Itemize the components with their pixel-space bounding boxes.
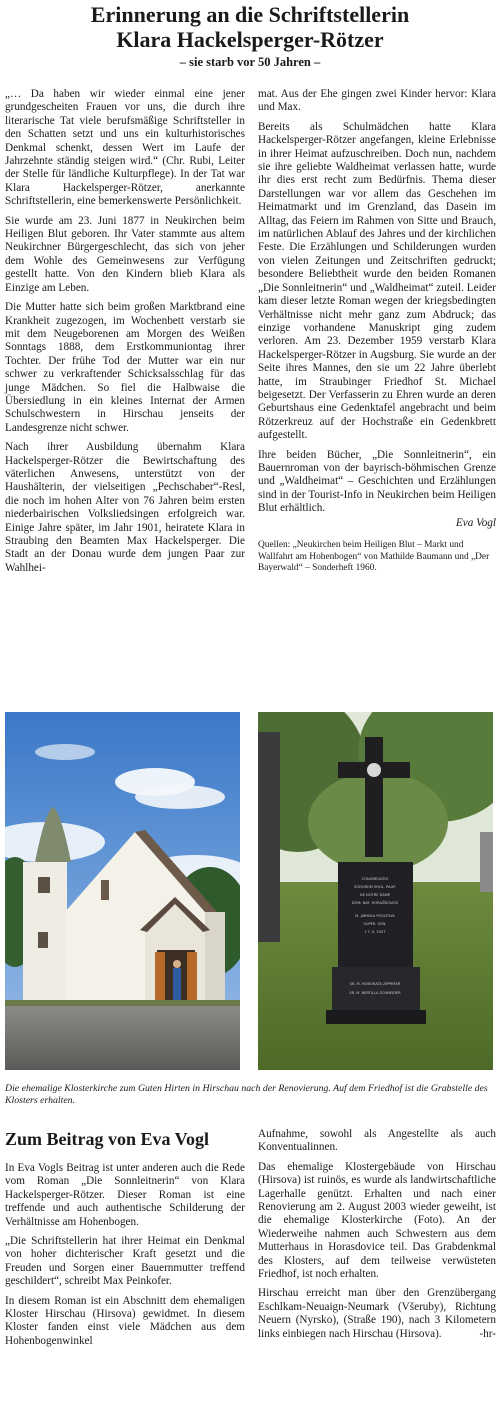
grave-inscription: M. JARMILA POSLTOVA bbox=[355, 914, 395, 918]
grave-inscription: SR. M. HONORATA ZIPPERER bbox=[349, 982, 401, 986]
article-paragraph: Die Mutter hatte sich beim großen Marktbrand eine Krankheit zugezogen, im Wochenbett verstarb sie mit dem Neugeborenen am Morgen des Weißen Sonntags 1888, dem Erstkommuniontag ihrer Tochter. Der frühe Tod der Mutter war ein nur schwer zu verkraftender Schicksalsschlag für das junge Mädchen. So fiel die Halbwaise die Übersiedlung in ein kleines Internat der Armen Schulschwestern in Hirschau jenseits der Landesgrenze nicht schwer. bbox=[5, 301, 245, 434]
article-paragraph: mat. Aus der Ehe gingen zwei Kinder hervor: Klara und Max. bbox=[258, 88, 496, 114]
grave-inscription: SR. M. BERTILLA SCHNEIDER bbox=[349, 991, 401, 995]
second-article-paragraph: Aufnahme, sowohl als Angestellte als auch Konventualinnen. bbox=[258, 1128, 496, 1154]
grave-inscription: DE NOTRE DAME bbox=[359, 893, 391, 897]
title-line-1: Erinnerung an die Schriftstellerin bbox=[90, 2, 410, 27]
second-article-paragraph: In Eva Vogls Beitrag ist unter anderen auch die Rede vom Roman „Die Sonnleitnerin“ von Klara Hackelsperger-Rötzer. Dieser Roman ist eine treffende und auch authentische Schilderung der Verhältnisse am Hohenbogen. bbox=[5, 1162, 245, 1228]
article-paragraph: Bereits als Schulmädchen hatte Klara Hackelsperger-Rötzer angefangen, kleine Erlebnisse in ihrer Heimat aufzuschreiben. Doch nun, nachdem sie ihre geliebte Waldheimat verlassen hatte, wurde ihr dies erst recht zum Bedürfnis. Thema dieser Darstellungen war vor allem das Geschehen im Heimatmarkt und im Grenzland, das Dasein im Alltag, das Feiern im Rahmen von Sitte und Brauch, im natürlichen Ablauf des Jahres und der kirchlichen Feste. Die Erzählungen und Schilderungen wurden von vielen Zeitungen und Zeitschriften gedruckt; besondere Beliebtheit wurde den beiden Romanen „Die Sonnleitnerin“ und „Waldheimat“ zuteil. Leider kam dieser letzte Roman wegen der kriegsbedingten Verhältnisse nicht mehr ganz zum Abdruck; das einzige vorhandene Manuskript ging zudem verloren. Am 23. Dezember 1959 verstarb Klara Hackelsperger-Rötzer in Augsburg. Sie wurde an der Seite ihres Mannes, den sie um 22 Jahre überlebt hatte, im Straubinger Friedhof St. Michael beigesetzt. Der Verfasserin zu Ehren wurde an deren Geburtshaus eine Gedenktafel angebracht und beim Rötzerkreuz auf der Hochstraße ein Gedenkbrett aufgestellt. bbox=[258, 120, 496, 442]
grave-inscription: DOM. NAT. HORAŽĎOVICE bbox=[351, 901, 399, 905]
article-paragraph: Nach ihrer Ausbildung übernahm Klara Hackelsperger-Rötzer die Bewirtschaftung des väterlichen Anwesens, unterstützt von der Haushälterin, der vielseitigen „Pechschaber“-Resl, die noch im hohen Alter von 76 Jahren beim ersten niederbairischen Volksliedsingen erfolgreich war. Einige Jahre später, im Jahr 1901, heiratete Klara in Straubing den Beamten Max Hackelsperger. Die Stadt an der Donau wurde dem jungen Paar zur Wahlhei- bbox=[5, 441, 245, 574]
second-article-paragraph: Das ehemalige Klostergebäude von Hirschau (Hirsova) ist ruinös, es wurde als landwirtschaftliche Lagerhalle genützt. Erhalten und nach einer Renovierung am 2. August 2003 wieder geweiht, ist die ehemalige Klosterkirche (Foto). An der Wiederweihe nahmen auch Schwestern aus dem Mutterhaus in Horasdovice teil. Das Grabdenkmal des Klosters, auf dem teilweise verwüsteten Friedhof, ist noch erhalten. bbox=[258, 1160, 496, 1281]
grave-photo bbox=[258, 712, 493, 1070]
author-name: Eva Vogl bbox=[455, 516, 496, 529]
grave-inscription: † 7. II. 1927 bbox=[364, 930, 386, 934]
grave-inscription: SORORUM SHOL. PAUP. bbox=[354, 885, 396, 889]
title-line-2: Klara Hackelsperger-Rötzer bbox=[116, 27, 384, 52]
church-photo bbox=[5, 712, 240, 1070]
article-paragraph: Ihre beiden Bücher, „Die Sonnleitnerin“, ein Bauernroman von der bayrisch-böhmischen Grenze und „Waldheimat“ – Geschichten und Erzählungen sind in der Tourist-Info in Neukirchen beim Heiligen Blut erhältlich. bbox=[258, 448, 496, 515]
grave-inscription: CONGREGATIO bbox=[361, 877, 389, 881]
page-subtitle: – sie starb vor 50 Jahren – bbox=[179, 55, 321, 69]
article-right-column bbox=[258, 88, 496, 575]
article-paragraph: Sie wurde am 23. Juni 1877 in Neukirchen beim Heiligen Blut geboren. Ihr Vater stammte aus altem Neukirchner Bürgergeschlecht, das sich von jeher dem Wohle des Gemeinwesens zur Verfügung gestellt hatte. Von den Kindern blieb Klara als Einzige am Leben. bbox=[5, 214, 245, 294]
signature: -hr- bbox=[479, 1328, 496, 1341]
second-article-paragraph: „Die Schriftstellerin hat ihrer Heimat ein Denkmal von hoher dichterischer Kraft gesetzt und die Freuden und Sorgen einer Bauernmutter treffend geschildert“, schreibt Max Peinkofer. bbox=[5, 1235, 245, 1288]
second-article-paragraph: Hirschau erreicht man über den Grenzübergang Eschlkam-Neuaign-Neumark (Všeruby), Richtung Neuern (Nyrsko), (Straße 190), nach 3 Kilometern links einbiegen nach Hirschau (Hirsova). bbox=[258, 1287, 496, 1340]
article-paragraph: „… Da haben wir wieder einmal eine jener grundgescheiten Frauen vor uns, die durch ihre literarische Tat viele berufsmäßige Schriftsteller in den Schatten setzt und uns ein kulturhistorisches Denkmal schenkt, dessen Wert im Laufe der Jahrzehnte ständig steigen wird.“ (Chr. Rubi, Leiter der Stelle für ländliche Kulturpflege). In der Tat war Klara Hackelsperger-Rötzer, anerkannte Schriftstellerin, eine bemerkenswerte Persönlichkeit. bbox=[5, 88, 245, 208]
article-left-column bbox=[5, 88, 245, 575]
page-title bbox=[0, 2, 500, 52]
sources-note: Quellen: „Neukirchen beim Heiligen Blut – Markt und Wallfahrt am Hohenbogen“ von Mathilde Baumann und „Der Bayerwald“ – Sonderheft 1960. bbox=[258, 540, 490, 573]
second-article-paragraph: In diesem Roman ist ein Abschnitt dem ehemaligen Kloster Hirschau (Hirsova) gewidmet. In diesem Kloster fanden einst viele Mädchen aus dem Hohenbogenwinkel bbox=[5, 1294, 245, 1347]
photo-caption: Die ehemalige Klosterkirche zum Guten Hirten in Hirschau nach der Renovierung. Auf dem Friedhof ist die Grabstelle des Klosters erhalten. bbox=[5, 1083, 488, 1106]
second-article-heading: Zum Beitrag von Eva Vogl bbox=[5, 1129, 210, 1149]
second-article-left-column bbox=[5, 1162, 245, 1348]
grave-inscription: SUPER. GEN. bbox=[363, 922, 387, 926]
second-article-right-column bbox=[258, 1128, 496, 1342]
